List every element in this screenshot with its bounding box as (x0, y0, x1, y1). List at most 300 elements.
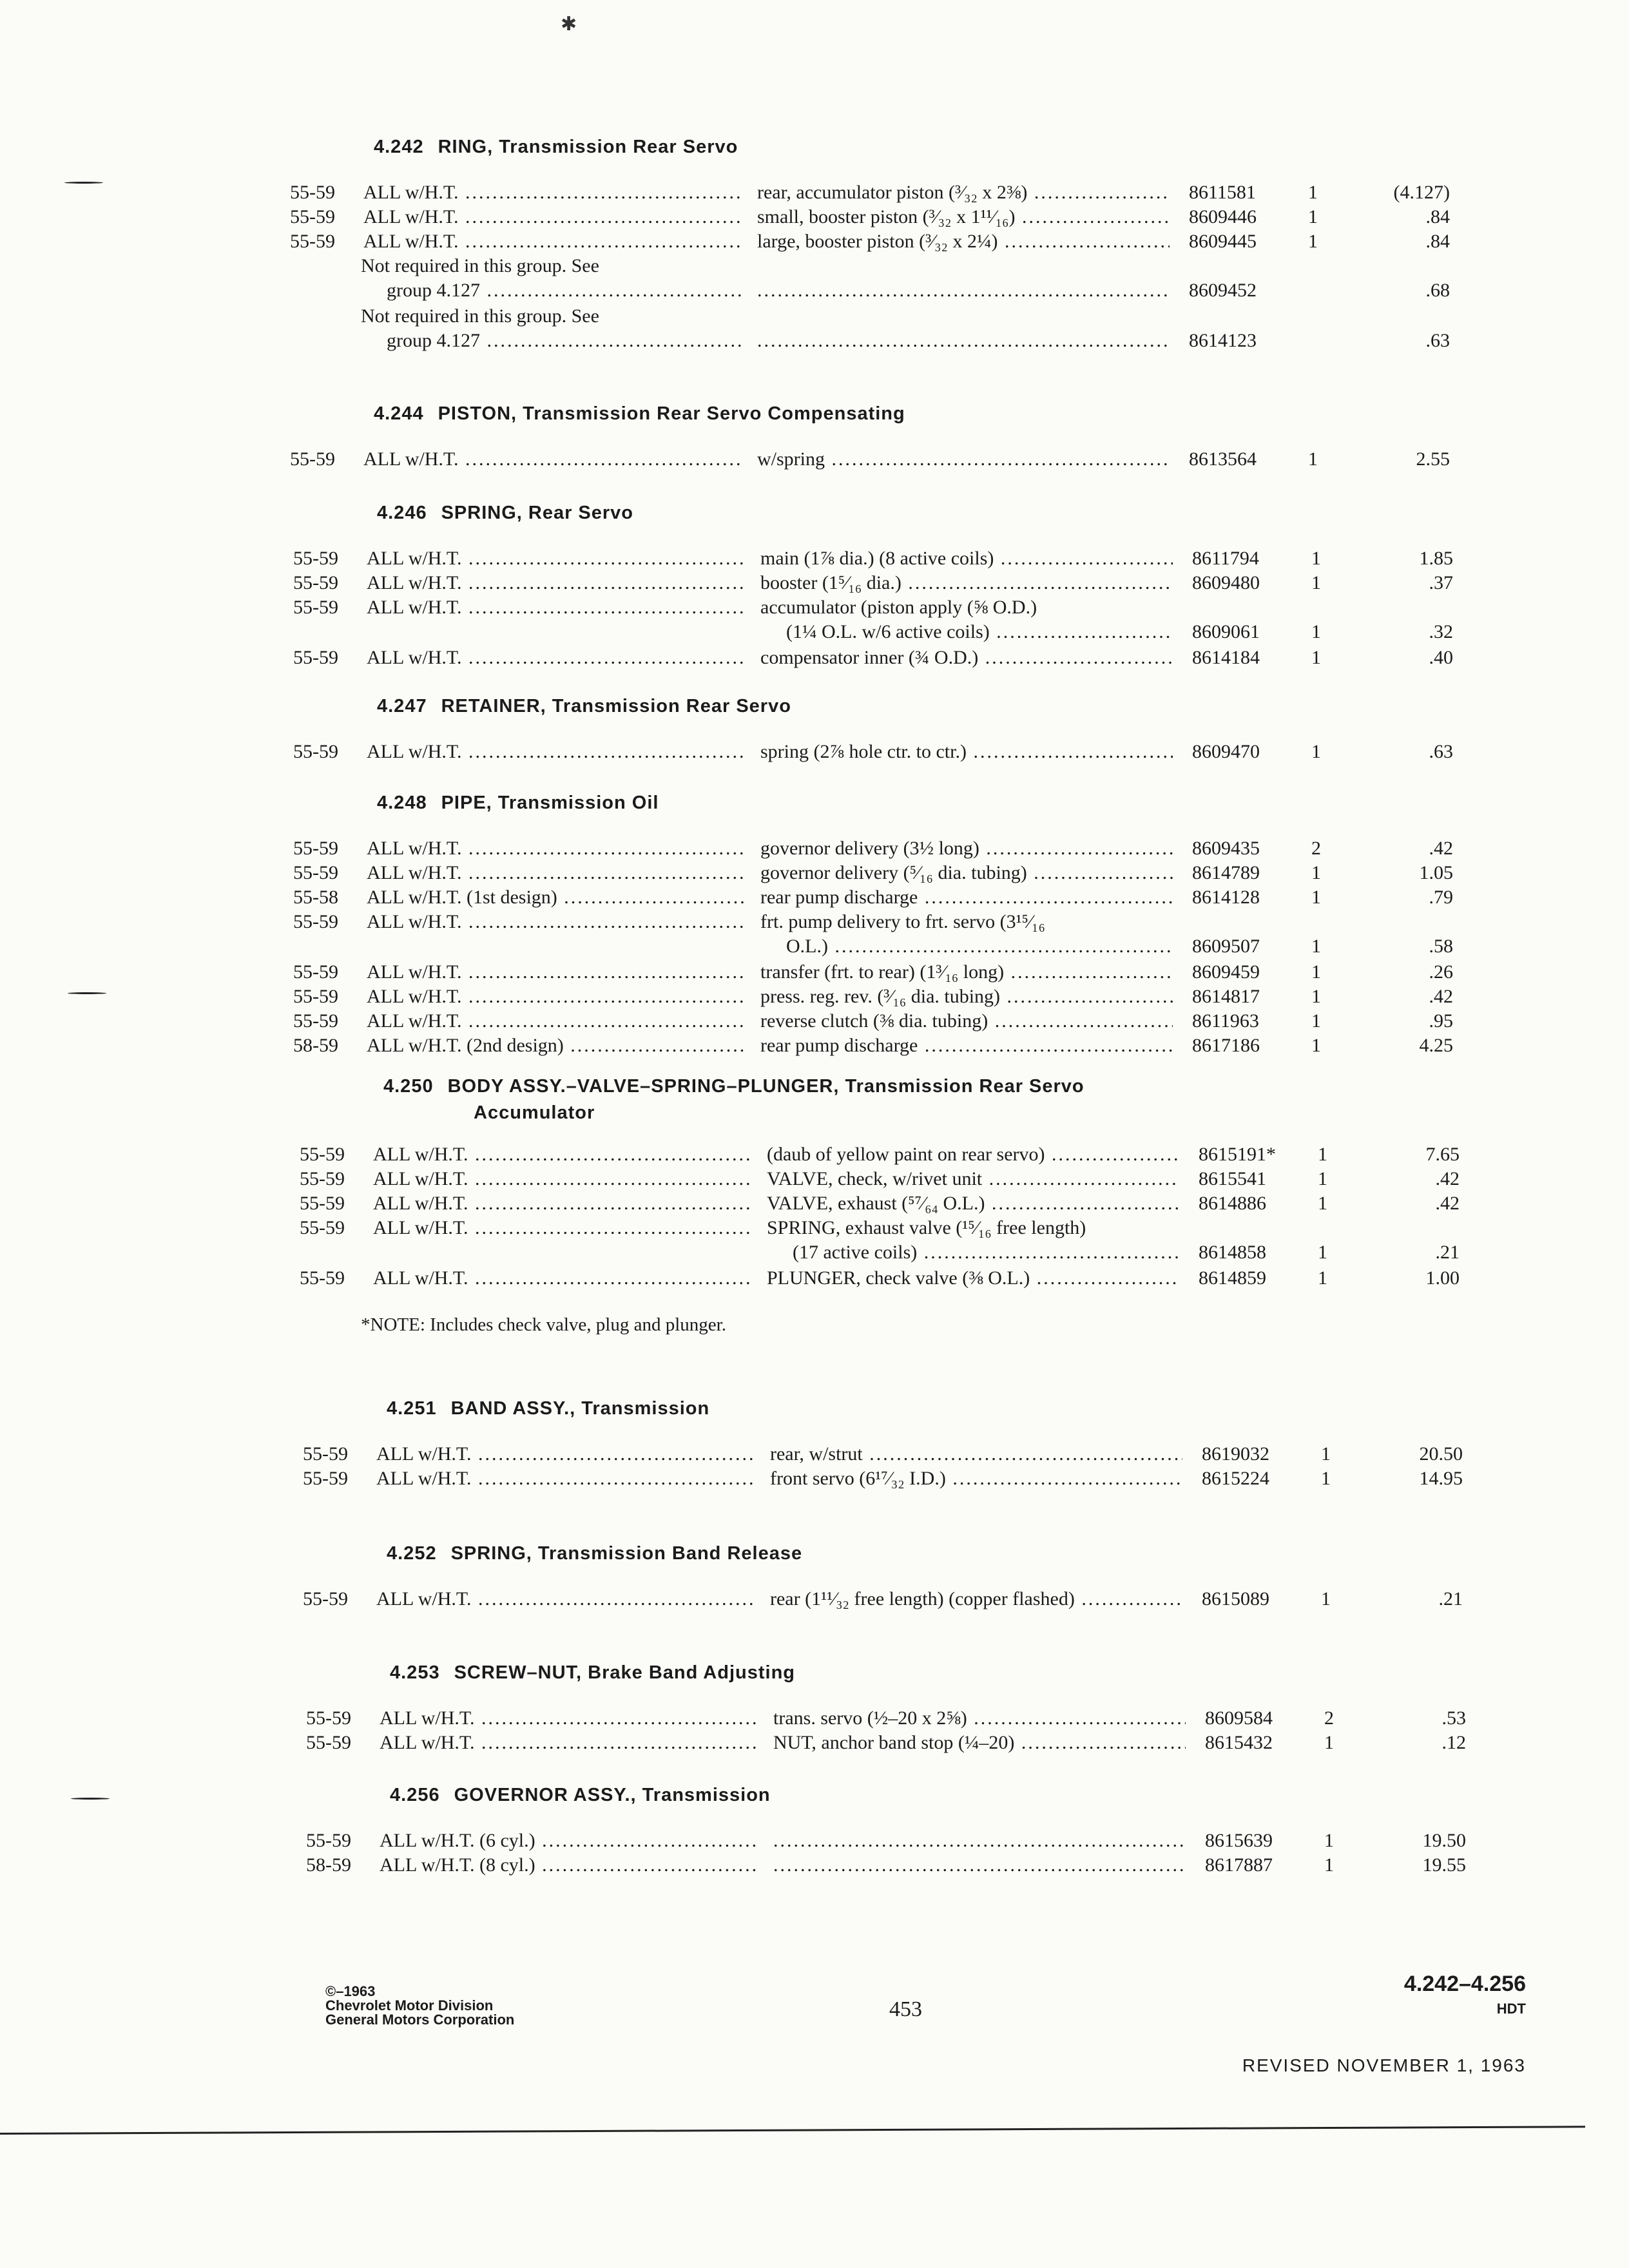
quantity: 1 (1311, 647, 1321, 668)
model-years: 58-59 (293, 1035, 338, 1056)
application (367, 741, 747, 763)
part-number: 8609061 (1192, 621, 1260, 642)
part-number: 8615541 (1199, 1168, 1266, 1189)
quantity: 1 (1318, 1168, 1327, 1189)
price: .53 (1441, 1707, 1466, 1729)
description (760, 838, 1173, 860)
section-heading (374, 403, 905, 425)
price: 14.95 (1419, 1468, 1463, 1489)
section-title: GOVERNOR ASSY., Transmission (454, 1785, 771, 1805)
application (367, 597, 747, 619)
section-title: SCREW–NUT, Brake Band Adjusting (454, 1662, 796, 1683)
quantity: 1 (1321, 1468, 1331, 1489)
section-number: 4.248 (377, 793, 427, 813)
application (367, 1010, 747, 1032)
application-text: ALL w/H.T. (8 cyl.) ..... (380, 1854, 760, 1876)
section-number: 4.247 (377, 696, 427, 716)
application (363, 231, 744, 253)
application (380, 1732, 760, 1754)
application (373, 1193, 753, 1215)
application (367, 887, 747, 908)
description-text: SPRING, exhaust valve (¹⁵⁄₁₆ free length) (767, 1217, 1086, 1238)
application (363, 206, 744, 228)
model-years: 55-59 (293, 986, 338, 1007)
part-row (290, 182, 1547, 206)
section-title: PISTON, Transmission Rear Servo Compensating (438, 403, 905, 424)
description (760, 548, 1173, 570)
application (380, 1830, 760, 1852)
quantity: 2 (1311, 838, 1321, 859)
application-text: ALL w/H.T. (1st design) ..... (367, 887, 747, 908)
model-years: 55-59 (290, 448, 335, 470)
application-text: ALL w/H.T. ..... (376, 1588, 757, 1610)
description-text: PLUNGER, check valve (⅜ O.L.) ..... (767, 1267, 1179, 1289)
quantity: 1 (1321, 1588, 1331, 1610)
price: .68 (1425, 280, 1450, 301)
section-number: 4.256 (390, 1785, 440, 1805)
description (760, 741, 1173, 763)
section-number: 4.242 (374, 137, 424, 157)
price: .42 (1435, 1193, 1460, 1214)
model-years: 55-59 (293, 647, 338, 668)
description (757, 231, 1170, 253)
part-number: 8615432 (1205, 1732, 1273, 1753)
application-text: ALL w/H.T. ..... (376, 1443, 757, 1465)
description (760, 647, 1173, 669)
description-continued-text: (1¼ O.L. w/6 active coils) ..... (786, 621, 1173, 642)
publisher-block (325, 1984, 514, 2027)
quantity: 1 (1311, 986, 1321, 1007)
application-text: ALL w/H.T. ..... (367, 548, 747, 569)
application-text: ALL w/H.T. ..... (363, 231, 744, 252)
quantity: 1 (1311, 887, 1321, 908)
quantity: 1 (1318, 1242, 1327, 1263)
price: 1.05 (1419, 862, 1453, 883)
description-text: large, booster piston (³⁄₃₂ x 2¼) ..... (757, 231, 1170, 252)
model-years: 55-59 (300, 1144, 345, 1165)
part-number: 8613564 (1189, 448, 1257, 470)
price: 19.50 (1422, 1830, 1466, 1851)
description-text: frt. pump delivery to frt. servo (3¹⁵⁄₁₆ (760, 911, 1045, 932)
description (773, 1732, 1186, 1754)
quantity: 1 (1311, 548, 1321, 569)
bottom-rule (0, 2126, 1585, 2135)
price: .40 (1429, 647, 1453, 668)
price: .12 (1441, 1732, 1466, 1753)
section-title-continued: Accumulator (474, 1102, 595, 1123)
application (361, 255, 741, 277)
quantity: 1 (1308, 231, 1318, 252)
description-text: front servo (6¹⁷⁄₃₂ I.D.) ..... (770, 1468, 1182, 1489)
margin-mark (64, 182, 103, 184)
application-text: ALL w/H.T. ..... (363, 206, 744, 227)
part-row (300, 1168, 1556, 1193)
description-text: VALVE, check, w/rivet unit ..... (767, 1168, 1179, 1189)
description-continued (786, 936, 1173, 957)
price: .84 (1425, 206, 1450, 227)
section-number: 4.253 (390, 1662, 440, 1683)
part-number: 8615224 (1202, 1468, 1269, 1489)
part-row (293, 647, 1550, 671)
publisher-corporation: General Motors Corporation (325, 2012, 515, 2028)
description (767, 1144, 1179, 1166)
description-text: w/spring ..... (757, 448, 1170, 470)
description-text: (daub of yellow paint on rear servo) ..... (767, 1144, 1179, 1165)
application (361, 305, 741, 327)
quantity: 2 (1324, 1707, 1334, 1729)
description-text: small, booster piston (³⁄₃₂ x 1¹¹⁄₁₆) ..... (757, 206, 1170, 227)
part-row (303, 1443, 1559, 1468)
model-years: 55-59 (303, 1468, 348, 1489)
application-text: ALL w/H.T. ..... (367, 741, 747, 762)
quantity: 1 (1318, 1267, 1327, 1289)
application-text: ALL w/H.T. ..... (373, 1193, 753, 1214)
description-text: accumulator (piston apply (⅝ O.D.) (760, 597, 1037, 618)
model-years: 55-59 (300, 1217, 345, 1238)
description-text (773, 1830, 1186, 1851)
application-text: ALL w/H.T. ..... (373, 1217, 753, 1238)
part-row (293, 838, 1550, 862)
description-text: VALVE, exhaust (⁵⁷⁄₆₄ O.L.) ..... (767, 1193, 1179, 1214)
application-text: ALL w/H.T. ..... (367, 572, 747, 593)
copyright: ©–1963 (325, 1983, 376, 1999)
application-text: ALL w/H.T. ..... (373, 1267, 753, 1289)
part-row (293, 961, 1550, 986)
description (770, 1443, 1182, 1465)
description-text: reverse clutch (⅜ dia. tubing) ..... (760, 1010, 1173, 1032)
model-years: 58-59 (306, 1854, 351, 1876)
part-row (306, 1830, 1563, 1854)
application (367, 548, 747, 570)
part-row (306, 1732, 1563, 1756)
part-number: 8609452 (1189, 280, 1257, 301)
model-years: 55-59 (293, 572, 338, 593)
model-years: 55-59 (293, 961, 338, 983)
quantity: 1 (1311, 1010, 1321, 1032)
section-title: RETAINER, Transmission Rear Servo (441, 696, 791, 716)
description-continued-text: O.L.) ..... (786, 936, 1173, 957)
description-text: rear pump discharge ..... (760, 887, 1173, 908)
group-range-text: 4.242–4.256 (1403, 1972, 1526, 1996)
application (367, 986, 747, 1008)
model-years: 55-59 (293, 597, 338, 618)
description (757, 182, 1170, 204)
application (367, 862, 747, 884)
part-number: 8609470 (1192, 741, 1260, 762)
section-number: 4.246 (377, 503, 427, 523)
part-number: 8609445 (1189, 231, 1257, 252)
part-number: 8615191* (1199, 1144, 1276, 1165)
section-heading (374, 137, 738, 158)
application (367, 647, 747, 669)
price: .63 (1429, 741, 1453, 762)
description-text: rear, w/strut ..... (770, 1443, 1182, 1465)
quantity: 1 (1318, 1193, 1327, 1214)
application-text: ALL w/H.T. ..... (367, 862, 747, 883)
part-row (293, 548, 1550, 572)
application-text: ALL w/H.T. ..... (367, 1010, 747, 1032)
application (373, 1267, 753, 1289)
part-number: 8617887 (1205, 1854, 1273, 1876)
description (760, 986, 1173, 1008)
page-number: 453 (889, 1997, 922, 2021)
description-text: rear pump discharge ..... (760, 1035, 1173, 1056)
part-number: 8609480 (1192, 572, 1260, 593)
part-number: 8609584 (1205, 1707, 1273, 1729)
section-note: *NOTE: Includes check valve, plug and plunger. (361, 1314, 726, 1335)
application-text: ALL w/H.T. (2nd design) ..... (367, 1035, 747, 1056)
group-range (1404, 1972, 1526, 2017)
part-row (293, 862, 1550, 887)
model-years: 55-59 (293, 838, 338, 859)
part-row (300, 1193, 1556, 1217)
section-heading (377, 503, 633, 524)
model-years: 55-59 (293, 741, 338, 762)
price: 1.85 (1419, 548, 1453, 569)
part-number: 8614859 (1199, 1267, 1266, 1289)
application (380, 1854, 760, 1876)
part-row (300, 1217, 1556, 1263)
model-years: 55-59 (303, 1443, 348, 1465)
price: .37 (1429, 572, 1453, 593)
application (376, 1443, 757, 1465)
price: .21 (1435, 1242, 1460, 1263)
model-years: 55-59 (293, 548, 338, 569)
part-row (290, 255, 1547, 301)
part-row (290, 305, 1547, 351)
description (767, 1217, 1179, 1239)
part-number: 8609507 (1192, 936, 1260, 957)
part-row (303, 1588, 1559, 1613)
description-leader (757, 330, 1170, 352)
application-continued (387, 330, 741, 352)
price: .32 (1429, 621, 1453, 642)
description-text: governor delivery (3½ long) ..... (760, 838, 1173, 859)
description-text: governor delivery (⁵⁄₁₆ dia. tubing) ..... (760, 862, 1173, 883)
part-row (300, 1267, 1556, 1292)
application-continued-text: group 4.127 ..... (387, 280, 741, 301)
description-continued (793, 1242, 1179, 1264)
part-number: 8614184 (1192, 647, 1260, 668)
quantity: 1 (1311, 621, 1321, 642)
model-years: 55-59 (300, 1168, 345, 1189)
part-row (306, 1707, 1563, 1732)
part-number: 8611581 (1189, 182, 1256, 203)
part-number: 8614858 (1199, 1242, 1266, 1263)
model-years: 55-59 (306, 1830, 351, 1851)
application-continued-text: group 4.127 ..... (387, 330, 741, 351)
quantity: 1 (1311, 572, 1321, 593)
description-text: rear, accumulator piston (³⁄₃₂ x 2⅜) ..... (757, 182, 1170, 203)
quantity: 1 (1324, 1732, 1334, 1753)
model-years: 55-59 (290, 182, 335, 203)
description (760, 961, 1173, 983)
catalog-code: HDT (1496, 2001, 1526, 2017)
description-text: press. reg. rev. (³⁄₁₆ dia. tubing) ..... (760, 986, 1173, 1007)
description (773, 1854, 1186, 1876)
part-row (293, 1035, 1550, 1059)
model-years: 55-58 (293, 887, 338, 908)
model-years: 55-59 (306, 1732, 351, 1753)
description (770, 1588, 1182, 1610)
description (760, 597, 1173, 619)
part-number: 8614128 (1192, 887, 1260, 908)
part-row (293, 572, 1550, 597)
application-text: ALL w/H.T. ..... (363, 182, 744, 203)
part-row (290, 448, 1547, 473)
description (760, 887, 1173, 908)
section-title: BAND ASSY., Transmission (450, 1398, 710, 1419)
quantity: 1 (1308, 182, 1318, 203)
part-number: 8609435 (1192, 838, 1260, 859)
price: 7.65 (1425, 1144, 1460, 1165)
description (773, 1707, 1186, 1729)
part-number: 8614886 (1199, 1193, 1266, 1214)
application (376, 1588, 757, 1610)
description (760, 911, 1173, 933)
model-years: 55-59 (293, 1010, 338, 1032)
quantity: 1 (1308, 448, 1318, 470)
price: .95 (1429, 1010, 1453, 1032)
application (373, 1217, 753, 1239)
description-leader-text (757, 280, 1170, 301)
part-row (290, 231, 1547, 255)
application-text: ALL w/H.T. ..... (367, 597, 747, 618)
description-text: transfer (frt. to rear) (1³⁄₁₆ long) ..... (760, 961, 1173, 983)
application (373, 1168, 753, 1190)
description (760, 572, 1173, 594)
description-text: main (1⅞ dia.) (8 active coils) ..... (760, 548, 1173, 569)
section-number: 4.252 (387, 1543, 437, 1564)
part-row (306, 1854, 1563, 1879)
price: 2.55 (1416, 448, 1450, 470)
application-text: ALL w/H.T. ..... (367, 911, 747, 932)
section-number: 4.244 (374, 403, 424, 424)
description-continued (786, 621, 1173, 643)
price: .58 (1429, 936, 1453, 957)
description (770, 1468, 1182, 1490)
quantity: 1 (1311, 862, 1321, 883)
section-number: 4.251 (387, 1398, 437, 1419)
application (363, 182, 744, 204)
quantity: 1 (1324, 1854, 1334, 1876)
application-text: ALL w/H.T. ..... (367, 838, 747, 859)
part-row (293, 741, 1550, 765)
description-text: rear (1¹¹⁄₃₂ free length) (copper flashed) ..... (770, 1588, 1182, 1610)
description (767, 1193, 1179, 1215)
price: .21 (1438, 1588, 1463, 1610)
section-title: SPRING, Rear Servo (441, 503, 634, 523)
application-text: ALL w/H.T. ..... (367, 986, 747, 1007)
application-text: ALL w/H.T. ..... (367, 647, 747, 668)
part-number: 8609459 (1192, 961, 1260, 983)
description (760, 1035, 1173, 1057)
price: 19.55 (1422, 1854, 1466, 1876)
model-years: 55-59 (303, 1588, 348, 1610)
part-number: 8609446 (1189, 206, 1257, 227)
model-years: 55-59 (290, 231, 335, 252)
quantity: 1 (1308, 206, 1318, 227)
model-years: 55-59 (300, 1193, 345, 1214)
part-row (293, 887, 1550, 911)
price: (4.127) (1393, 182, 1450, 203)
part-number: 8614123 (1189, 330, 1257, 351)
section-heading (390, 1662, 795, 1684)
description (773, 1830, 1186, 1852)
publisher-division: Chevrolet Motor Division (325, 1997, 494, 2013)
model-years: 55-59 (293, 911, 338, 932)
price: .63 (1425, 330, 1450, 351)
section-heading (387, 1543, 802, 1564)
description-text: NUT, anchor band stop (¼–20) ..... (773, 1732, 1186, 1753)
application-continued (387, 280, 741, 302)
description-text: booster (1⁵⁄₁₆ dia.) ..... (760, 572, 1173, 593)
description (760, 1010, 1173, 1032)
description-text (773, 1854, 1186, 1876)
quantity: 1 (1318, 1144, 1327, 1165)
description-continued-text: (17 active coils) ..... (793, 1242, 1179, 1263)
part-number: 8614817 (1192, 986, 1260, 1007)
part-number: 8614789 (1192, 862, 1260, 883)
revision-date: REVISED NOVEMBER 1, 1963 (1242, 2055, 1526, 2075)
price: .26 (1429, 961, 1453, 983)
part-row (293, 911, 1550, 957)
quantity: 1 (1311, 936, 1321, 957)
application-text: ALL w/H.T. ..... (380, 1732, 760, 1753)
section-heading (383, 1076, 1084, 1124)
price: .84 (1425, 231, 1450, 252)
price: .42 (1429, 838, 1453, 859)
part-row (293, 1010, 1550, 1035)
scan-artifact: ✱ (561, 14, 577, 35)
price: .42 (1435, 1168, 1460, 1189)
price: .42 (1429, 986, 1453, 1007)
description (760, 862, 1173, 884)
application (376, 1468, 757, 1490)
application (373, 1144, 753, 1166)
price: 4.25 (1419, 1035, 1453, 1056)
section-title: PIPE, Transmission Oil (441, 793, 659, 813)
application (367, 911, 747, 933)
quantity: 1 (1311, 961, 1321, 983)
application-text: Not required in this group. See (361, 255, 599, 276)
part-number: 8611963 (1192, 1010, 1259, 1032)
description (757, 206, 1170, 228)
application (380, 1707, 760, 1729)
description-text: compensator inner (¾ O.D.) ..... (760, 647, 1173, 668)
quantity: 1 (1311, 1035, 1321, 1056)
part-row (303, 1468, 1559, 1492)
margin-mark (71, 1798, 110, 1800)
section-heading (390, 1785, 771, 1806)
application (367, 572, 747, 594)
part-row (293, 986, 1550, 1010)
description-leader (757, 280, 1170, 302)
part-number: 8615089 (1202, 1588, 1269, 1610)
margin-mark (68, 992, 106, 994)
part-row (293, 597, 1550, 642)
model-years: 55-59 (300, 1267, 345, 1289)
model-years: 55-59 (290, 206, 335, 227)
part-number: 8619032 (1202, 1443, 1269, 1465)
part-row (290, 206, 1547, 231)
quantity: 1 (1311, 741, 1321, 762)
price: 20.50 (1419, 1443, 1463, 1465)
application-text: Not required in this group. See (361, 305, 599, 327)
application (363, 448, 744, 470)
application-text: ALL w/H.T. (6 cyl.) ..... (380, 1830, 760, 1851)
application-text: ALL w/H.T. ..... (373, 1168, 753, 1189)
